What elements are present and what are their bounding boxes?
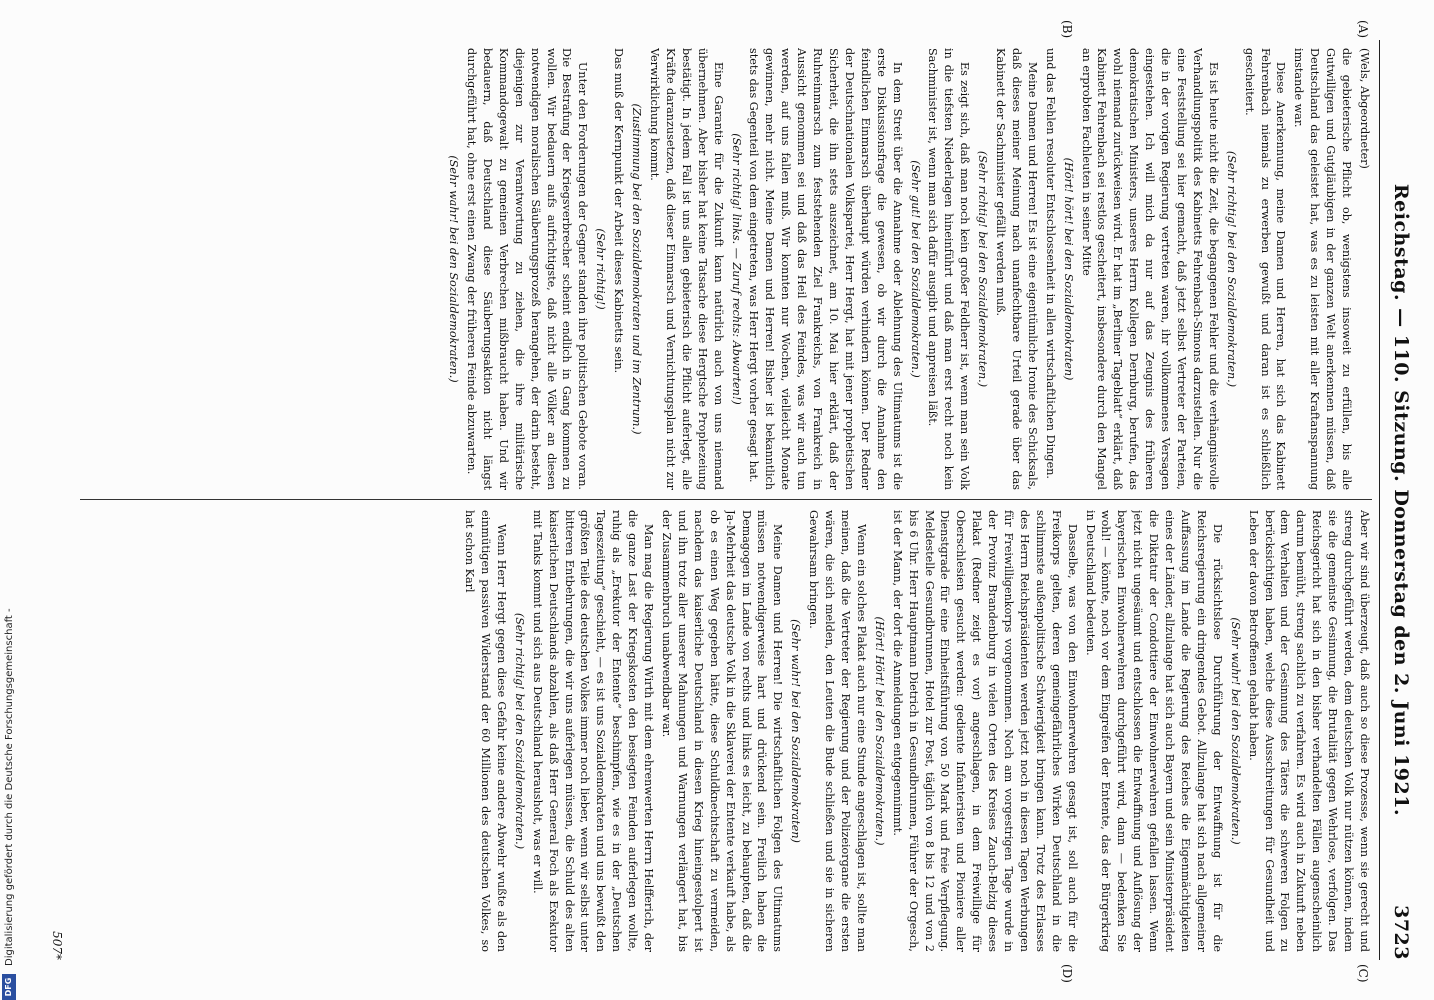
paragraph: Diese Anerkennung, meine Damen und Herren, hat sich das Kabinett Fehrenbach niemals zu erwerben gewußt und daran ist es schließlich gescheitert. (1242, 48, 1288, 490)
paragraph: Unter den Forderungen der Gegner standen ihre politischen Gebote voran. Die Bestrafung der Kriegsverbrecher scheint endlich in Gang kommen zu wollen. Wir bedauern aufs aufrichtigste, daß nicht alle Völker an diesen notwendigen moralischen Säuberungsprozeß herangehen, der darin besteht, diejenigen zur Verantwortung zu ziehen, die ihre militärische Kommandogewalt zu gemeinen Verbrechen mißbraucht haben. Und wir bedauern, daß Deutschland diese Säuberungsaktion nicht längst durchgeführt hat, ohne erst einen Zwang der früheren Feinde abzuwarten. (465, 48, 590, 490)
digitization-credit (0, 0, 18, 1000)
interjection: (Sehr richtig! bei den Sozialdemokraten.) (512, 612, 526, 850)
right-column (80, 510, 1372, 952)
dfg-logo-icon: DFG (2, 974, 16, 1000)
interjection: (Sehr richtig! bei den Sozialdemokraten.) (1224, 150, 1238, 388)
paragraph: Meine Damen und Herren! Die wirtschaftlichen Folgen des Ultimatums müssen notwendigerweise hart und drückend sein. Freilich haben die Demagogen im Lande von rechts und links es leicht, zu behaupten, daß die Ja-Mehrheit das deutsche Volk in die Sklaverei der Entente verkauft habe, als ob es einen Weg gegeben hätte, diese Schuldknechtschaft zu vermeiden, nachdem das kaiserliche Deutschland in diesen Krieg hineingestolpert ist und ihn trotz aller unserer Mahnungen und Warnungen verlängert hat, bis der Zusammenbruch unabwendbar war. (660, 510, 785, 952)
interjection: (Zustimmung bei den Sozialdemokraten und im Zentrum.) (630, 103, 644, 435)
paragraph: In dem Streit über die Annahme oder Ablehnung des Ultimatums ist die erste Diskussionsfrage die gewesen, ob wir durch die Annahme den feindlichen Einmarsch überhaupt würden verhindern können. Der Redner der Deutschnationalen Volkspartei, Herr Hergt, hat mit jener prophetischen Sicherheit, die ihn stets auszeichnet, am 10. Mai hier erklärt, daß der Ruhreinmarsch zum feststehenden Ziel Frankreichs, von Frankreich in Aussicht genommen sei und daß das Heil des Feindes, was wir auch tun werden, auf uns fallen muß. Wir konnten nur Wochen, vielleicht Monate gewinnen, mehr nicht. Meine Damen und Herren! Bisher ist bekanntlich stets das Gegenteil von dem eingetreten, was Herr Hergt vorher gesagt hat. (747, 48, 904, 490)
paragraph: Das muß der Kernpunkt der Arbeit dieses Kabinetts sein. (612, 48, 626, 374)
page-header (1382, 40, 1412, 960)
paragraph: Eine Garantie für die Zukunft kann natürlich auch von uns niemand übernehmen. Aber bisher hat keine Tatsache diese Hergtsche Prophezeiung bestätigt. In jedem Fall ist uns allen gebieterisch die Pflicht auferlegt, alle Kräfte daranzusetzen, daß dieser Einmarsch und Vernichtungsplan nicht zur Verwirklichung kommt. (648, 48, 725, 490)
running-title: Reichstag. — 110. Sitzung. Donnerstag den 2. Juni 1921. (1390, 183, 1412, 817)
paragraph: Die rücksichtslose Durchführung der Entwaffnung ist für die Reichsregierung ein dringendes Gebot. Allzulange hat sich nach allgemeiner Auffassung im Lande die Regierung des Reiches die Eigenmächtigkeiten eines der Länder, allzulange hat sich auch Bayern und sein Ministerpräsident die Diktatur der Condottiere der Einwohnerwehren gefallen lassen. Wenn jetzt nicht ungesäumt und entschlossen die Entwaffnung und Auflösung der bayerischen Einwohnerwehren durchgeführt wird, dann — bedenken Sie wohl! — könnte, noch vor dem Eingreifen der Entente, das der Bürgerkrieg in Deutschland bedeuten. (1083, 510, 1224, 952)
interjection: (Sehr wahr! bei den Sozialdemokraten.) (1228, 617, 1242, 845)
interjection: (Hört! hört! bei den Sozialdemokraten) (1061, 157, 1075, 381)
paragraph: Es ist heute nicht die Zeit, die begangenen Fehler und die verhängnisvolle Verhandlungspolitik des Kabinetts Fehrenbach-Simons darzustellen. Nur die eine Feststellung sei hier gemacht, daß jetzt selbst Vertreter der Parteien, die in der vorigen Regierung vertreten waren, ihr vollkommenes Versagen eingestehen. Ich will mich da nur auf das Zeugnis des früheren demokratischen Ministers, unseres Herrn Kollegen Dernburg, berufen, das wohl niemand zurückweisen wird. Er hat im „Berliner Tageblatt“ erklärt, daß Kabinett Fehrenbach sei restlos gescheitert, insbesondere durch den Mangel an erprobten Fachleuten in seiner Mitte (1079, 48, 1220, 490)
paragraph: und das Fehlen resoluter Entschlossenheit in allen wirtschaftlichen Dingen. (1043, 48, 1057, 479)
paragraph: Aber wir sind überzeugt, daß auch so diese Prozesse, wenn sie gerecht und streng durchgeführt werden, dem deutschen Volk nur nützen können, indem sie die gemeinste Gesinnung, die Brutalität gegen Wehrlose, verfolgen. Das Reichsgericht hat sich in den bisher verhandelten Fällen augenscheinlich darum bemüht, streng sachlich zu verfahren. Es wird auch in Zukunft neben dem Verhalten und der Gesinnung des Täters die schweren Folgen zu berücksichtigen haben, welche diese Ausschreitungen für Gesundheit und Leben der davon Betroffenen gehabt haben. (1246, 510, 1371, 952)
interjection: (Sehr richtig!) (594, 228, 608, 310)
header-rule (1379, 40, 1380, 960)
interjection: (Sehr wahr! bei den Sozialdemokraten.) (447, 155, 461, 383)
paragraph: (Wels, Abgeordneter) (1358, 48, 1371, 169)
column-divider (80, 499, 1372, 500)
paragraph: Dasselbe, was von den Einwohnerwehren gesagt ist, soll auch für die Freikorps gelten, deren gemeingefährliches Wirken Deutschland in die schlimmste außenpolitische Schwierigkeit bringen kann. Trotz des Erlasses des Herrn Reichspräsidenten werden jetzt noch in diesen Tagen Werbungen für Freiwilligenkorps vorgenommen. Noch am vorgestrigen Tage wurde in der Provinz Brandenburg in vielen Orten des Kreises Zauch-Belzig dieses Plakat (Redner zeigt es vor) angeschlagen, in dem Freiwillige für Oberschlesien gesucht werden: gediente Infanteristen und Pioniere aller Dienstgrade für eine Einheitsführung von 50 Mark und freie Verpflegung. Meldestelle Gesundbrunnen, Hotel zur Post, täglich von 8 bis 12 und von 2 bis 6 Uhr. Herr Hauptmann Dietrich in Gesundbrunnen, Führer der Orgesch, ist der Mann, der dort die Anmeldungen entgegennimmt. (890, 510, 1079, 952)
left-column (80, 48, 1372, 490)
paragraph: Es zeigt sich, daß man noch kein großer Feldherr ist, wenn man sein Volk in die tiefsten Niederlagen hineinführt und daß man erst recht noch kein Sachminister ist, wenn man sich dafür ausgibt und anpreisen läßt. (926, 48, 972, 490)
paragraph: Man mag die Regierung Wirth mit dem ehrenwerten Herrn Helfferich, der die ganze Last der Kriegskosten den besiegten Feinden auferlegen wollte, ruhig als „Erekutor der Entente“ beschimpfen, wie es in der „Deutschen Tageszeitung“ geschieht, — es ist uns Sozialdemokraten und uns bewußt den größten Teile des deutschen Volkes immer noch lieber, wenn wir selbst unter bitteren Entbehrungen, die wir uns auferlegen müssen, die Schuld des alten kaiserlichen Deutschlands abzahlen, als daß Herr General Foch als Exekutor mit Tanks kommt und sich aus Deutschland herausholt, was er will. (530, 510, 656, 952)
margin-mark-c: (C) (1356, 964, 1370, 983)
paragraph: die gebieterische Pflicht ob, wenigstens insoweit zu erfüllen, bis alle Gutwilligen und Gutgläubigen in der ganzen Welt anerkennen müssen, daß Deutschland das geleistet hat, was es zu leisten mit aller Kraftanspannung imstande war. (1292, 48, 1354, 490)
margin-mark-b: (B) (1060, 20, 1074, 39)
margin-mark-d: (D) (1060, 964, 1074, 983)
paragraph: Meine Damen und Herren! Es ist eine eigentümliche Ironie des Schicksals, daß dieses meiner Meinung nach unanfechtbare Urteil gerade über das Kabinett der Sachminister gefällt werden muß. (994, 48, 1039, 490)
page-number: 3723 (1390, 905, 1412, 960)
interjection: (Sehr richtig! bei den Sozialdemokraten.) (976, 150, 990, 388)
margin-mark-a: (A) (1356, 20, 1370, 39)
interjection: (Sehr wahr! bei den Sozialdemokraten) (789, 619, 803, 843)
credit-text: Digitalisierung gefördert durch die Deutsche Forschungsgemeinschaft - (3, 608, 15, 966)
interjection: (Hört! Hört! bei den Sozialdemokraten.) (872, 616, 886, 846)
sheet-number: 507* (50, 931, 64, 960)
interjection: (Sehr gut! bei den Sozialdemokraten.) (908, 160, 922, 378)
paragraph: Wenn ein solches Plakat auch nur eine Stunde angeschlagen ist, sollte man meinen, daß die Vertreter der Regierung und der Polizeiorgane die ersten wären, die sich melden, den Leuten die Bude schließen und sie in sicheren Gewahrsam bringen. (807, 510, 868, 952)
interjection: (Sehr richtig! links. — Zuruf rechts: Abwarten!) (729, 133, 743, 405)
paragraph: Wenn Herr Hergt gegen diese Gefahr keine andere Abwehr wußte als den einmütigen passiven Widerstand der 60 Millionen des deutschen Volkes, so hat schon Karl (463, 510, 508, 952)
